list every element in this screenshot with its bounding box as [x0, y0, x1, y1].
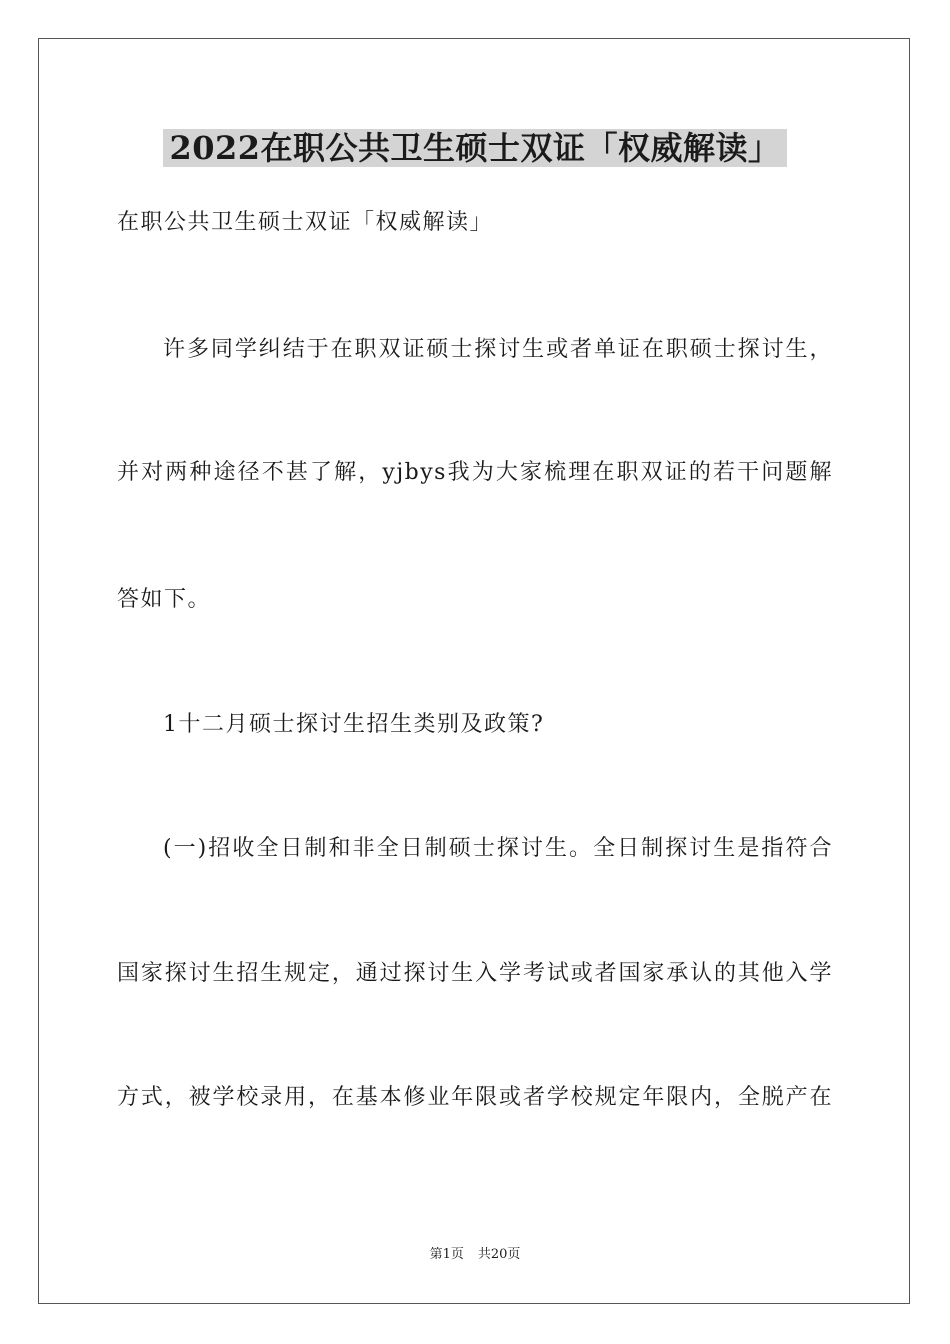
paragraph-1-line-3: 答如下。: [117, 587, 212, 612]
title-text: 2022在职公共卫生硕士双证「权威解读」: [163, 129, 786, 167]
paragraph-1-line-1: 许多同学纠结于在职双证硕士探讨生或者单证在职硕士探讨生，: [163, 337, 833, 362]
document-title: [0, 124, 950, 172]
page-number-current: 第1页: [429, 1247, 464, 1262]
page-footer: [0, 1245, 950, 1265]
paragraph-1-line-2: 并对两种途径不甚了解，yjbys我为大家梳理在职双证的若干问题解: [117, 460, 833, 485]
paragraph-2-line-3: 方式，被学校录用，在基本修业年限或者学校规定年限内，全脱产在: [117, 1085, 833, 1110]
section-heading-1: 1十二月硕士探讨生招生类别及政策?: [163, 712, 545, 737]
paragraph-2-line-1: (一)招收全日制和非全日制硕士探讨生。全日制探讨生是指符合: [163, 836, 833, 861]
page-number-total: 共20页: [477, 1247, 521, 1262]
subtitle-line: 在职公共卫生硕士双证「权威解读」: [117, 210, 494, 235]
paragraph-2-line-2: 国家探讨生招生规定，通过探讨生入学考试或者国家承认的其他入学: [117, 961, 833, 986]
